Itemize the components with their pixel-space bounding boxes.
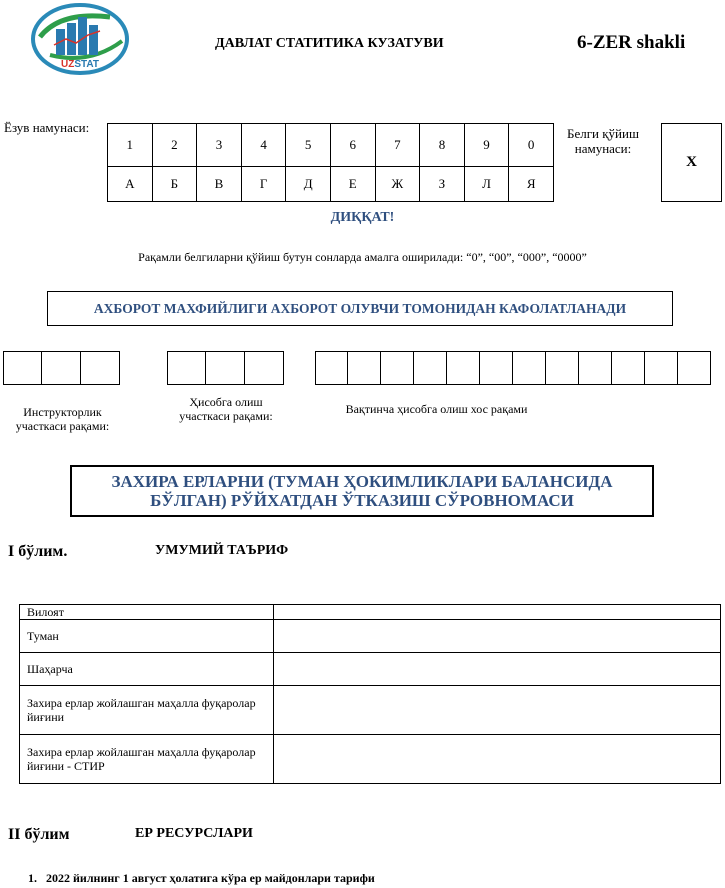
sample-digit-cell: 9 xyxy=(464,124,509,167)
row-value-field[interactable] xyxy=(274,605,721,620)
code-digit-box[interactable] xyxy=(579,351,612,385)
table-row xyxy=(20,605,721,620)
sample-digit-cell: 0 xyxy=(509,124,554,167)
row-value-field[interactable] xyxy=(274,653,721,686)
row-value-field[interactable] xyxy=(274,686,721,735)
code-digit-box[interactable] xyxy=(546,351,579,385)
row-label: Захира ерлар жойлашган маҳалла фуқаролар йиғини xyxy=(20,686,274,735)
attention-title: ДИҚҚАТ! xyxy=(330,210,395,225)
instructor-code-label: Инструкторлик участкаси рақами: xyxy=(15,405,110,433)
sample-letter-cell: В xyxy=(197,167,242,202)
code-digit-box[interactable] xyxy=(678,351,711,385)
temporary-code-boxes[interactable] xyxy=(315,351,711,385)
accounting-code-label: Ҳисобга олиш участкаси рақами: xyxy=(179,395,273,423)
item-number: 1. xyxy=(28,871,37,885)
sample-digit-cell: 1 xyxy=(108,124,153,167)
sample-digit-cell: 4 xyxy=(241,124,286,167)
table-row xyxy=(20,620,721,653)
code-digit-box[interactable] xyxy=(414,351,447,385)
table-row xyxy=(20,735,721,784)
code-digit-box[interactable] xyxy=(381,351,414,385)
uzstat-logo xyxy=(30,3,132,75)
sample-letter-cell: З xyxy=(420,167,465,202)
confidentiality-banner: АХБОРОТ МАХФИЙЛИГИ АХБОРОТ ОЛУВЧИ ТОМОНИДАН КАФОЛАТЛАНАДИ xyxy=(47,291,673,326)
row-value-field[interactable] xyxy=(274,620,721,653)
sample-label: Ёзув намунаси: xyxy=(4,120,90,135)
row-label: Туман xyxy=(20,620,274,653)
code-digit-box[interactable] xyxy=(245,351,284,385)
instructor-code-boxes[interactable] xyxy=(3,351,120,385)
section1-title: УМУМИЙ ТАЪРИФ xyxy=(155,543,289,558)
mark-label: Белги қўйиш намунаси: xyxy=(566,126,639,156)
code-digit-box[interactable] xyxy=(612,351,645,385)
temporary-code-label: Вақтинча ҳисобга олиш хос рақами xyxy=(345,402,528,416)
sample-letter-cell: А xyxy=(108,167,153,202)
row-label: Захира ерлар жойлашган маҳалла фуқаролар йиғини - СТИР xyxy=(20,735,274,784)
sample-letter-cell: Е xyxy=(330,167,375,202)
sample-letter-cell: Я xyxy=(509,167,554,202)
code-digit-box[interactable] xyxy=(3,351,42,385)
sample-letter-cell: Д xyxy=(286,167,331,202)
sample-digit-cell: 5 xyxy=(286,124,331,167)
section1-number: I бўлим. xyxy=(8,543,68,560)
code-digit-box[interactable] xyxy=(167,351,206,385)
row-label: Вилоят xyxy=(20,605,274,620)
svg-text:UZSTAT: UZSTAT xyxy=(61,59,99,70)
sample-digit-cell: 6 xyxy=(330,124,375,167)
code-digit-box[interactable] xyxy=(348,351,381,385)
sample-letter-cell: Ж xyxy=(375,167,420,202)
agency-title: ДАВЛАТ СТАТИТИКА КУЗАТУВИ xyxy=(215,36,444,51)
table-row xyxy=(20,686,721,735)
sample-digit-cell: 2 xyxy=(152,124,197,167)
survey-title: ЗАХИРА ЕРЛАРНИ (ТУМАН ҲОКИМЛИКЛАРИ БАЛАНСИДА БЎЛГАН) РЎЙХАТДАН ЎТКАЗИШ СЎРОВНОМАСИ xyxy=(70,465,654,517)
code-digit-box[interactable] xyxy=(645,351,678,385)
section2-number: II бўлим xyxy=(8,826,70,843)
attention-note: Рақамли белгиларни қўйиш бутун сонларда амалга оширилади: “0”, “00”, “000”, “0000” xyxy=(138,250,587,264)
sample-table xyxy=(107,123,554,202)
code-digit-box[interactable] xyxy=(81,351,120,385)
sample-digit-cell: 7 xyxy=(375,124,420,167)
item-text: 2022 йилнинг 1 август ҳолатига кўра ер майдонлари тарифи xyxy=(46,871,375,885)
code-digit-box[interactable] xyxy=(513,351,546,385)
sample-letter-cell: Г xyxy=(241,167,286,202)
sample-digit-cell: 3 xyxy=(197,124,242,167)
code-digit-box[interactable] xyxy=(206,351,245,385)
code-digit-box[interactable] xyxy=(315,351,348,385)
sample-letter-cell: Л xyxy=(464,167,509,202)
code-digit-box[interactable] xyxy=(480,351,513,385)
code-digit-box[interactable] xyxy=(447,351,480,385)
sample-digit-cell: 8 xyxy=(420,124,465,167)
sample-letter-cell: Б xyxy=(152,167,197,202)
table-row xyxy=(20,653,721,686)
accounting-code-boxes[interactable] xyxy=(167,351,284,385)
section2-title: ЕР РЕСУРСЛАРИ xyxy=(135,826,253,841)
row-label: Шаҳарча xyxy=(20,653,274,686)
section2-item xyxy=(28,871,375,886)
code-digit-box[interactable] xyxy=(42,351,81,385)
general-info-table xyxy=(19,604,721,784)
form-code: 6-ZER shakli xyxy=(577,32,686,53)
row-value-field[interactable] xyxy=(274,735,721,784)
mark-sample-box: X xyxy=(661,123,722,202)
